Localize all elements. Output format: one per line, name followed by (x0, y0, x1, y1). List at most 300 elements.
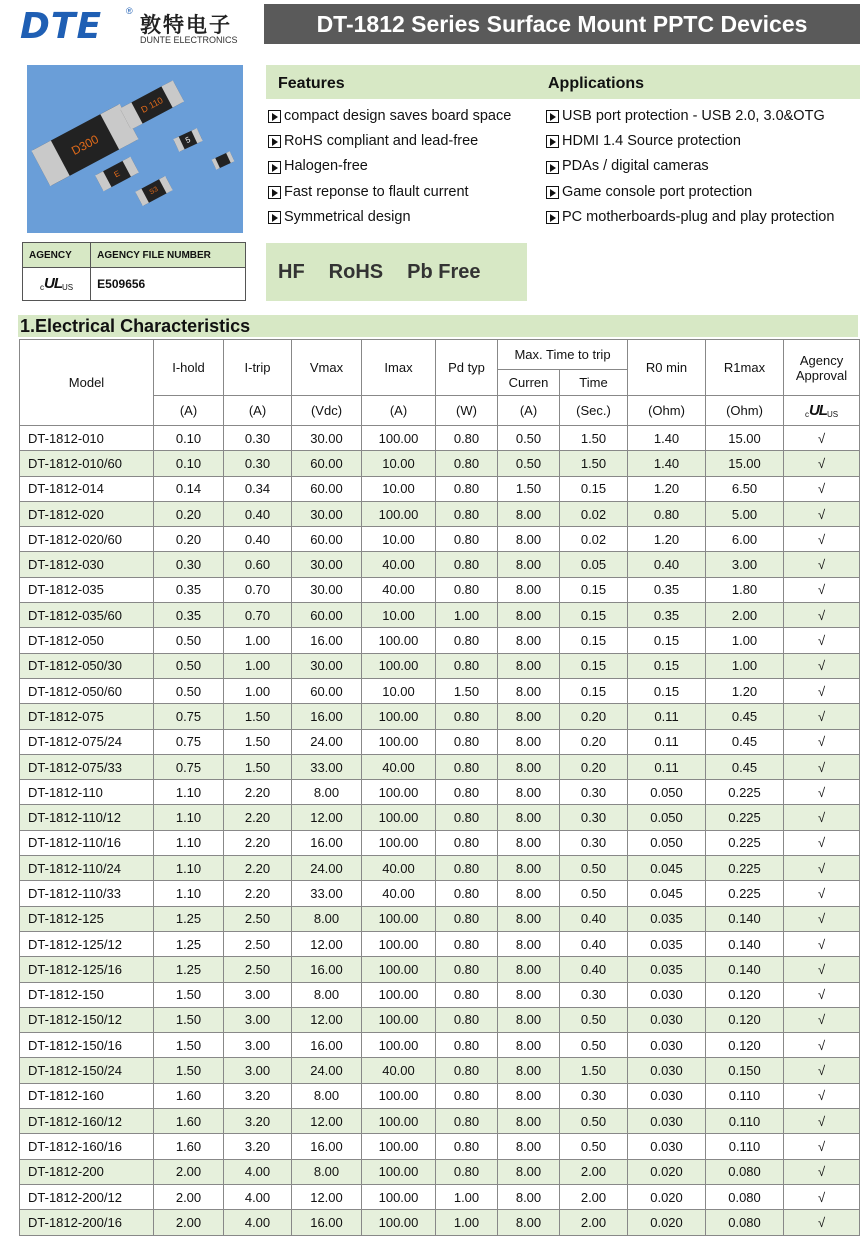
play-bullet-icon (546, 211, 559, 224)
cell-r0: 0.030 (628, 1109, 706, 1134)
cell-itrip: 0.70 (224, 603, 292, 628)
cell-r0: 0.020 (628, 1159, 706, 1184)
cell-agency: √ (784, 603, 860, 628)
cell-itrip: 2.20 (224, 780, 292, 805)
cell-r0: 0.15 (628, 653, 706, 678)
table-row (20, 1134, 860, 1159)
cell-ihold: 1.10 (154, 780, 224, 805)
table-row (20, 527, 860, 552)
cell-itrip: 3.20 (224, 1134, 292, 1159)
cell-itrip: 3.00 (224, 982, 292, 1007)
cell-model: DT-1812-030 (20, 552, 154, 577)
cell-ihold: 0.30 (154, 552, 224, 577)
feature-item: Halogen-free (268, 154, 511, 179)
feature-item: Symmetrical design (268, 205, 511, 230)
table-row (20, 577, 860, 602)
cell-imax: 100.00 (362, 1210, 436, 1235)
cell-r1: 1.00 (706, 628, 784, 653)
table-row (20, 881, 860, 906)
cell-ihold: 0.50 (154, 653, 224, 678)
table-row (20, 1210, 860, 1235)
cell-ihold: 0.20 (154, 527, 224, 552)
cell-pd: 0.80 (436, 501, 498, 526)
cell-ihold: 0.20 (154, 501, 224, 526)
cell-r0: 0.15 (628, 628, 706, 653)
cell-itrip: 0.70 (224, 577, 292, 602)
cell-r0: 0.11 (628, 704, 706, 729)
cell-imax: 100.00 (362, 957, 436, 982)
unit-ihold: (A) (154, 396, 224, 426)
product-photo (27, 65, 243, 233)
application-item: HDMI 1.4 Source protection (546, 129, 834, 154)
cell-model: DT-1812-110/12 (20, 805, 154, 830)
cell-ihold: 0.75 (154, 704, 224, 729)
cell-vmax: 60.00 (292, 527, 362, 552)
cell-itrip: 0.30 (224, 426, 292, 451)
unit-r1: (Ohm) (706, 396, 784, 426)
cell-time: 0.50 (560, 1007, 628, 1032)
cell-model: DT-1812-050/60 (20, 678, 154, 703)
cell-pd: 1.00 (436, 1210, 498, 1235)
table-row (20, 653, 860, 678)
cell-model: DT-1812-020 (20, 501, 154, 526)
col-header-itrip: I-trip (224, 340, 292, 396)
cell-r1: 1.80 (706, 577, 784, 602)
cell-vmax: 12.00 (292, 1007, 362, 1032)
cell-itrip: 1.50 (224, 754, 292, 779)
cell-current: 8.00 (498, 729, 560, 754)
cell-r0: 0.045 (628, 856, 706, 881)
cell-current: 0.50 (498, 426, 560, 451)
cell-imax: 100.00 (362, 805, 436, 830)
cell-time: 1.50 (560, 426, 628, 451)
cell-model: DT-1812-200/12 (20, 1184, 154, 1209)
cell-agency: √ (784, 931, 860, 956)
cell-vmax: 8.00 (292, 1159, 362, 1184)
cell-itrip: 4.00 (224, 1184, 292, 1209)
cell-ihold: 2.00 (154, 1159, 224, 1184)
cell-itrip: 2.20 (224, 830, 292, 855)
cell-r1: 1.00 (706, 653, 784, 678)
cell-time: 1.50 (560, 1058, 628, 1083)
cell-model: DT-1812-010 (20, 426, 154, 451)
cell-agency: √ (784, 628, 860, 653)
cell-r1: 0.120 (706, 1033, 784, 1058)
cell-itrip: 1.00 (224, 628, 292, 653)
play-bullet-icon (268, 186, 281, 199)
cell-model: DT-1812-050 (20, 628, 154, 653)
cell-pd: 0.80 (436, 653, 498, 678)
cell-agency: √ (784, 1007, 860, 1032)
cell-current: 8.00 (498, 856, 560, 881)
chip-marking: S3 (148, 185, 160, 197)
cell-time: 0.15 (560, 577, 628, 602)
cell-model: DT-1812-014 (20, 476, 154, 501)
cell-r0: 0.035 (628, 906, 706, 931)
cell-current: 8.00 (498, 1134, 560, 1159)
cell-ihold: 0.50 (154, 678, 224, 703)
cell-imax: 100.00 (362, 1134, 436, 1159)
agency-col-header: AGENCY (23, 243, 91, 268)
cell-ihold: 0.75 (154, 754, 224, 779)
cell-model: DT-1812-200 (20, 1159, 154, 1184)
table-row (20, 1033, 860, 1058)
cell-imax: 10.00 (362, 476, 436, 501)
company-logo (20, 6, 240, 48)
cell-time: 0.30 (560, 830, 628, 855)
cell-r1: 3.00 (706, 552, 784, 577)
cell-pd: 0.80 (436, 577, 498, 602)
cell-vmax: 60.00 (292, 451, 362, 476)
cell-model: DT-1812-035 (20, 577, 154, 602)
cell-vmax: 8.00 (292, 906, 362, 931)
col-header-agency: Agency Approval (784, 340, 860, 396)
cell-agency: √ (784, 1083, 860, 1108)
cell-itrip: 3.00 (224, 1007, 292, 1032)
cell-r0: 0.035 (628, 957, 706, 982)
cell-imax: 100.00 (362, 729, 436, 754)
cell-ihold: 0.14 (154, 476, 224, 501)
agency-file-number: E509656 (91, 268, 246, 301)
cell-r0: 0.35 (628, 603, 706, 628)
cell-r1: 15.00 (706, 451, 784, 476)
cell-model: DT-1812-125/16 (20, 957, 154, 982)
cell-pd: 0.80 (436, 805, 498, 830)
cell-time: 0.02 (560, 501, 628, 526)
cell-itrip: 2.20 (224, 805, 292, 830)
cell-pd: 0.80 (436, 1109, 498, 1134)
cell-r1: 0.225 (706, 805, 784, 830)
cell-r0: 0.050 (628, 805, 706, 830)
cell-ihold: 0.50 (154, 628, 224, 653)
cell-vmax: 16.00 (292, 1210, 362, 1235)
cell-imax: 100.00 (362, 501, 436, 526)
cell-r1: 0.225 (706, 881, 784, 906)
cell-r0: 0.030 (628, 1033, 706, 1058)
cell-agency: √ (784, 729, 860, 754)
cell-pd: 0.80 (436, 754, 498, 779)
cell-time: 0.20 (560, 729, 628, 754)
table-row (20, 1109, 860, 1134)
cell-model: DT-1812-125 (20, 906, 154, 931)
cell-pd: 0.80 (436, 1159, 498, 1184)
cell-imax: 40.00 (362, 754, 436, 779)
cell-itrip: 4.00 (224, 1159, 292, 1184)
cell-vmax: 33.00 (292, 754, 362, 779)
cell-current: 8.00 (498, 931, 560, 956)
cell-itrip: 3.20 (224, 1083, 292, 1108)
cell-r1: 0.110 (706, 1083, 784, 1108)
badge-rohs: RoHS (328, 260, 384, 283)
cell-current: 8.00 (498, 906, 560, 931)
cell-agency: √ (784, 577, 860, 602)
logo-mark: DTE (20, 6, 103, 47)
cell-vmax: 30.00 (292, 577, 362, 602)
cell-agency: √ (784, 653, 860, 678)
section-title: 1.Electrical Characteristics (20, 316, 251, 336)
cell-time: 0.05 (560, 552, 628, 577)
application-item: Game console port protection (546, 180, 834, 205)
cell-vmax: 60.00 (292, 603, 362, 628)
cell-pd: 0.80 (436, 1033, 498, 1058)
cell-pd: 0.80 (436, 426, 498, 451)
cell-r0: 0.35 (628, 577, 706, 602)
ul-logo-icon: c UL US (40, 275, 74, 292)
cell-r1: 0.120 (706, 1007, 784, 1032)
cell-pd: 0.80 (436, 856, 498, 881)
application-item: PDAs / digital cameras (546, 154, 834, 179)
cell-vmax: 30.00 (292, 653, 362, 678)
cell-ihold: 0.75 (154, 729, 224, 754)
play-bullet-icon (268, 135, 281, 148)
cell-vmax: 12.00 (292, 1184, 362, 1209)
cell-ihold: 2.00 (154, 1210, 224, 1235)
cell-current: 8.00 (498, 603, 560, 628)
cell-current: 8.00 (498, 704, 560, 729)
cell-pd: 0.80 (436, 957, 498, 982)
cell-itrip: 0.30 (224, 451, 292, 476)
cell-time: 2.00 (560, 1210, 628, 1235)
cell-model: DT-1812-200/16 (20, 1210, 154, 1235)
badge-pb-free: Pb Free (407, 260, 481, 283)
cell-r1: 2.00 (706, 603, 784, 628)
applications-heading: Applications (548, 75, 645, 92)
cell-vmax: 30.00 (292, 501, 362, 526)
cell-r1: 0.120 (706, 982, 784, 1007)
cell-r0: 0.050 (628, 830, 706, 855)
cell-vmax: 16.00 (292, 704, 362, 729)
cell-ihold: 1.60 (154, 1083, 224, 1108)
cell-agency: √ (784, 805, 860, 830)
cell-model: DT-1812-150/24 (20, 1058, 154, 1083)
badge-hf: HF (278, 260, 305, 283)
cell-r1: 0.140 (706, 906, 784, 931)
table-row (20, 603, 860, 628)
cell-time: 0.40 (560, 906, 628, 931)
cell-agency: √ (784, 501, 860, 526)
cell-r1: 0.080 (706, 1159, 784, 1184)
cell-imax: 10.00 (362, 603, 436, 628)
cell-vmax: 60.00 (292, 678, 362, 703)
cell-time: 0.15 (560, 678, 628, 703)
cell-itrip: 3.00 (224, 1058, 292, 1083)
table-row (20, 426, 860, 451)
cell-ihold: 1.25 (154, 931, 224, 956)
cell-r1: 0.225 (706, 830, 784, 855)
cell-vmax: 16.00 (292, 830, 362, 855)
col-header-current: Curren (498, 370, 560, 396)
play-bullet-icon (268, 211, 281, 224)
cell-current: 8.00 (498, 1083, 560, 1108)
application-item: USB port protection - USB 2.0, 3.0&OTG (546, 104, 834, 129)
cell-r0: 0.030 (628, 1058, 706, 1083)
cell-agency: √ (784, 957, 860, 982)
cell-r0: 1.40 (628, 426, 706, 451)
cell-itrip: 4.00 (224, 1210, 292, 1235)
table-row (20, 957, 860, 982)
cell-current: 8.00 (498, 1184, 560, 1209)
cell-pd: 0.80 (436, 830, 498, 855)
cell-pd: 0.80 (436, 476, 498, 501)
cell-pd: 0.80 (436, 729, 498, 754)
cell-r1: 0.45 (706, 729, 784, 754)
agency-file-col-header: AGENCY FILE NUMBER (91, 243, 246, 268)
play-bullet-icon (546, 110, 559, 123)
cell-ihold: 1.60 (154, 1134, 224, 1159)
col-header-pd: Pd typ (436, 340, 498, 396)
cell-itrip: 0.40 (224, 527, 292, 552)
cell-imax: 100.00 (362, 931, 436, 956)
cell-itrip: 1.00 (224, 678, 292, 703)
cell-r0: 0.40 (628, 552, 706, 577)
cell-time: 0.15 (560, 603, 628, 628)
table-row (20, 856, 860, 881)
cell-r0: 1.40 (628, 451, 706, 476)
cell-imax: 40.00 (362, 577, 436, 602)
cell-r0: 0.80 (628, 501, 706, 526)
cell-ihold: 0.35 (154, 603, 224, 628)
cell-current: 8.00 (498, 881, 560, 906)
cell-current: 8.00 (498, 957, 560, 982)
cell-itrip: 2.20 (224, 881, 292, 906)
cell-ihold: 1.50 (154, 1033, 224, 1058)
cell-vmax: 8.00 (292, 982, 362, 1007)
cell-time: 0.20 (560, 704, 628, 729)
cell-model: DT-1812-125/12 (20, 931, 154, 956)
cell-time: 0.50 (560, 1134, 628, 1159)
cell-r1: 0.110 (706, 1109, 784, 1134)
cell-agency: √ (784, 1184, 860, 1209)
cell-current: 8.00 (498, 653, 560, 678)
registered-mark: ® (126, 6, 133, 16)
cell-itrip: 2.50 (224, 906, 292, 931)
cell-current: 8.00 (498, 780, 560, 805)
cell-agency: √ (784, 780, 860, 805)
cell-model: DT-1812-075/33 (20, 754, 154, 779)
cell-ihold: 1.50 (154, 1058, 224, 1083)
cell-pd: 0.80 (436, 906, 498, 931)
cell-agency: √ (784, 476, 860, 501)
unit-itrip: (A) (224, 396, 292, 426)
cell-pd: 1.00 (436, 603, 498, 628)
table-row (20, 476, 860, 501)
page-title: DT-1812 Series Surface Mount PPTC Devices (264, 4, 860, 44)
cell-r1: 15.00 (706, 426, 784, 451)
features-list (268, 104, 511, 230)
logo-chinese-name: 敦特电子 (140, 14, 232, 37)
cell-r1: 6.50 (706, 476, 784, 501)
cell-time: 2.00 (560, 1184, 628, 1209)
cell-r0: 0.050 (628, 780, 706, 805)
cell-r0: 0.15 (628, 678, 706, 703)
cell-itrip: 1.50 (224, 704, 292, 729)
cell-itrip: 0.40 (224, 501, 292, 526)
cell-imax: 100.00 (362, 906, 436, 931)
cell-pd: 0.80 (436, 527, 498, 552)
cell-imax: 40.00 (362, 552, 436, 577)
cell-agency: √ (784, 856, 860, 881)
cell-vmax: 8.00 (292, 780, 362, 805)
cell-imax: 100.00 (362, 830, 436, 855)
cell-agency: √ (784, 1033, 860, 1058)
cell-agency: √ (784, 1134, 860, 1159)
cell-pd: 0.80 (436, 982, 498, 1007)
col-header-r0: R0 min (628, 340, 706, 396)
cell-model: DT-1812-110/24 (20, 856, 154, 881)
cell-agency: √ (784, 830, 860, 855)
play-bullet-icon (546, 135, 559, 148)
cell-vmax: 24.00 (292, 1058, 362, 1083)
cell-time: 0.50 (560, 1109, 628, 1134)
cell-r1: 1.20 (706, 678, 784, 703)
cell-pd: 0.80 (436, 1007, 498, 1032)
cell-r0: 0.020 (628, 1184, 706, 1209)
cell-r1: 0.225 (706, 856, 784, 881)
cell-model: DT-1812-110 (20, 780, 154, 805)
col-header-ihold: I-hold (154, 340, 224, 396)
cell-r0: 0.11 (628, 729, 706, 754)
cell-agency: √ (784, 451, 860, 476)
agency-table (22, 242, 246, 301)
cell-time: 0.50 (560, 881, 628, 906)
cell-current: 8.00 (498, 527, 560, 552)
table-row (20, 931, 860, 956)
cell-pd: 0.80 (436, 552, 498, 577)
cell-agency: √ (784, 678, 860, 703)
play-bullet-icon (546, 161, 559, 174)
cell-agency: √ (784, 881, 860, 906)
table-row (20, 729, 860, 754)
cell-imax: 100.00 (362, 653, 436, 678)
cell-imax: 10.00 (362, 527, 436, 552)
table-row (20, 628, 860, 653)
feature-item: compact design saves board space (268, 104, 511, 129)
table-row (20, 906, 860, 931)
cell-agency: √ (784, 906, 860, 931)
cell-r1: 0.225 (706, 780, 784, 805)
table-row (20, 1083, 860, 1108)
cell-time: 0.30 (560, 780, 628, 805)
cell-agency: √ (784, 527, 860, 552)
cell-agency: √ (784, 754, 860, 779)
cell-pd: 1.00 (436, 1184, 498, 1209)
cell-itrip: 1.00 (224, 653, 292, 678)
cell-model: DT-1812-160 (20, 1083, 154, 1108)
cell-current: 8.00 (498, 678, 560, 703)
unit-time: (Sec.) (560, 396, 628, 426)
table-row (20, 1159, 860, 1184)
play-bullet-icon (268, 110, 281, 123)
table-row (20, 1184, 860, 1209)
cell-r1: 0.45 (706, 704, 784, 729)
col-header-r1: R1max (706, 340, 784, 396)
cell-model: DT-1812-150/12 (20, 1007, 154, 1032)
cell-imax: 100.00 (362, 1159, 436, 1184)
cell-imax: 10.00 (362, 678, 436, 703)
cell-imax: 100.00 (362, 426, 436, 451)
cell-model: DT-1812-050/30 (20, 653, 154, 678)
cell-ihold: 1.25 (154, 906, 224, 931)
cell-itrip: 2.50 (224, 931, 292, 956)
feature-item: Fast reponse to flault current (268, 180, 511, 205)
unit-vmax: (Vdc) (292, 396, 362, 426)
chip-marking: 5 (184, 134, 192, 146)
cell-pd: 0.80 (436, 931, 498, 956)
cell-r1: 0.080 (706, 1184, 784, 1209)
cell-ihold: 1.10 (154, 805, 224, 830)
feature-item: RoHS compliant and lead-free (268, 129, 511, 154)
cell-current: 8.00 (498, 501, 560, 526)
